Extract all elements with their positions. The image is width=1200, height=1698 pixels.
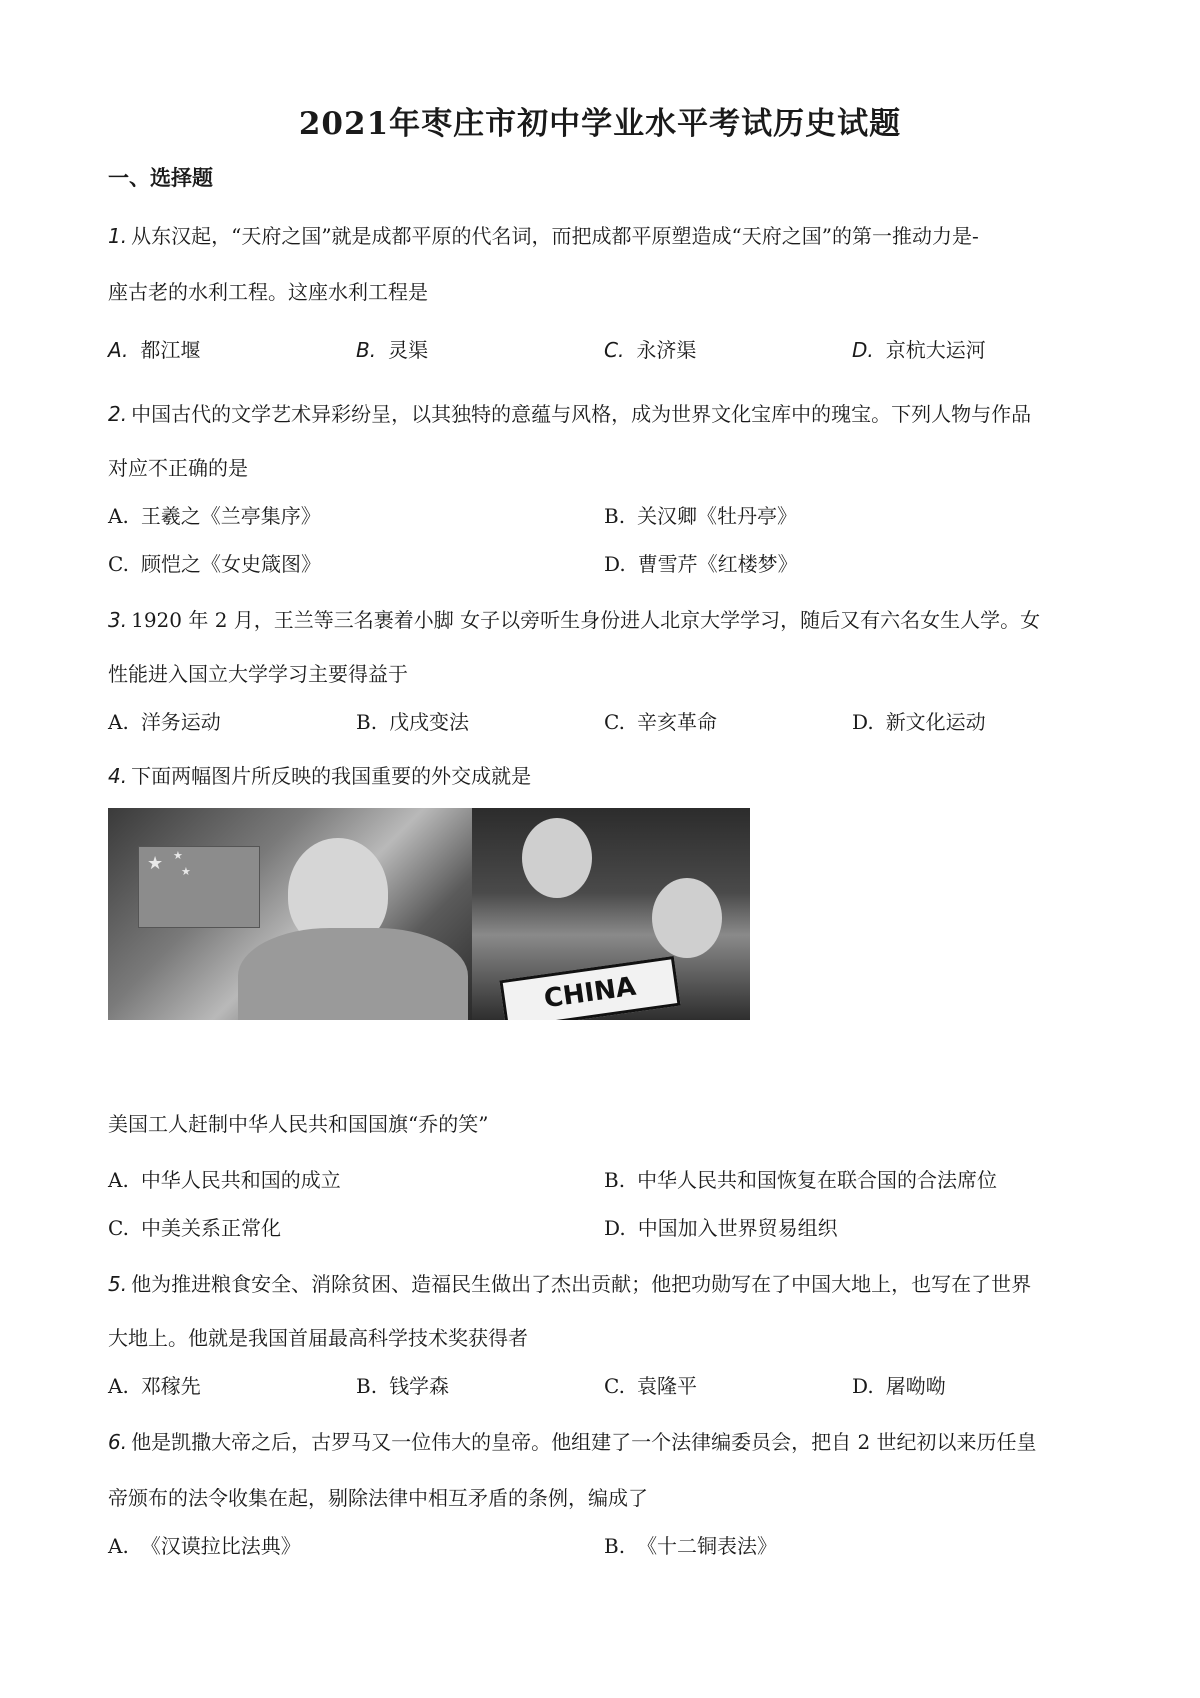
question-3-line-2: 性能进入国立大学学习主要得益于: [108, 662, 408, 686]
q6-option-a[interactable]: A. 《汉谟拉比法典》: [108, 1534, 301, 1558]
flag-image: ★ ★ ★: [138, 846, 260, 928]
q4-option-a[interactable]: A. 中华人民共和国的成立: [108, 1168, 341, 1192]
section-heading: 一、选择题: [108, 165, 213, 190]
q1-option-c[interactable]: C. 永济渠: [604, 338, 697, 362]
q2-option-d[interactable]: D. 曹雪芹《红楼梦》: [604, 552, 798, 576]
question-number: 1.: [108, 224, 128, 248]
question-number: 2.: [108, 402, 128, 426]
q3-option-b[interactable]: B. 戊戌变法: [356, 710, 470, 734]
question-6-line-1: 6. 他是凯撒大帝之后，古罗马又一位伟大的皇帝。他组建了一个法律编委员会，把自 2 世纪初以来历任皇: [108, 1430, 1037, 1454]
q1-option-d[interactable]: D. 京杭大运河: [852, 338, 986, 362]
q2-option-a[interactable]: A. 王羲之《兰亭集序》: [108, 504, 321, 528]
delegate-figure: [652, 878, 722, 958]
photo-caption: 美国工人赶制中华人民共和国国旗“乔的笑”: [108, 1112, 489, 1136]
q5-option-a[interactable]: A. 邓稼先: [108, 1374, 201, 1398]
question-5-line-2: 大地上。他就是我国首届最高科学技术奖获得者: [108, 1326, 528, 1350]
question-2-line-1: 2. 中国古代的文学艺术异彩纷呈，以其独特的意蕴与风格，成为世界文化宝库中的瑰宝。下列人物与作品: [108, 402, 1032, 426]
question-2-line-2: 对应不正确的是: [108, 456, 248, 480]
q3-option-c[interactable]: C. 辛亥革命: [604, 710, 717, 734]
worker-figure-body: [238, 928, 468, 1020]
q1-option-b[interactable]: B. 灵渠: [356, 338, 429, 362]
q5-option-c[interactable]: C. 袁隆平: [604, 1374, 697, 1398]
q3-option-d[interactable]: D. 新文化运动: [852, 710, 986, 734]
question-number: 5.: [108, 1272, 128, 1296]
question-5-line-1: 5. 他为推进粮食安全、消除贫困、造福民生做出了杰出贡献；他把功勋写在了中国大地上，也写在了世界: [108, 1272, 1032, 1296]
q1-option-a[interactable]: A. 都江堰: [108, 338, 201, 362]
question-number: 6.: [108, 1430, 128, 1454]
q3-option-a[interactable]: A. 洋务运动: [108, 710, 221, 734]
delegate-figure: [522, 818, 592, 898]
question-1-line-2: 座古老的水利工程。这座水利工程是: [108, 280, 428, 304]
question-number: 4.: [108, 764, 128, 788]
china-nameplate: CHINA: [499, 956, 680, 1020]
question-6-line-2: 帝颁布的法令收集在起，剔除法律中相互矛盾的条例，编成了: [108, 1486, 648, 1510]
question-number: 3.: [108, 608, 128, 632]
q4-option-c[interactable]: C. 中美关系正常化: [108, 1216, 281, 1240]
q2-option-b[interactable]: B. 关汉卿《牡丹亭》: [604, 504, 798, 528]
question-3-line-1: 3. 1920 年 2 月，王兰等三名裹着小脚 女子以旁听生身份进人北京大学学习，随后又有六名女生人学。女: [108, 608, 1041, 632]
q5-option-d[interactable]: D. 屠呦呦: [852, 1374, 946, 1398]
question-1-line-1: 1. 从东汉起，“天府之国”就是成都平原的代名词，而把成都平原塑造成“天府之国”的第一推动力是-: [108, 224, 979, 248]
q6-option-b[interactable]: B. 《十二铜表法》: [604, 1534, 778, 1558]
exam-title: 2021年枣庄市初中学业水平考试历史试题: [298, 106, 902, 142]
q5-option-b[interactable]: B. 钱学森: [356, 1374, 450, 1398]
photo-un-delegation: [472, 808, 750, 1020]
q2-option-c[interactable]: C. 顾恺之《女史箴图》: [108, 552, 321, 576]
photo-flag-worker: [108, 808, 472, 1020]
q4-option-d[interactable]: D. 中国加入世界贸易组织: [604, 1216, 838, 1240]
q4-option-b[interactable]: B. 中华人民共和国恢复在联合国的合法席位: [604, 1168, 998, 1192]
question-4-line-1: 4. 下面两幅图片所反映的我国重要的外交成就是: [108, 764, 532, 788]
